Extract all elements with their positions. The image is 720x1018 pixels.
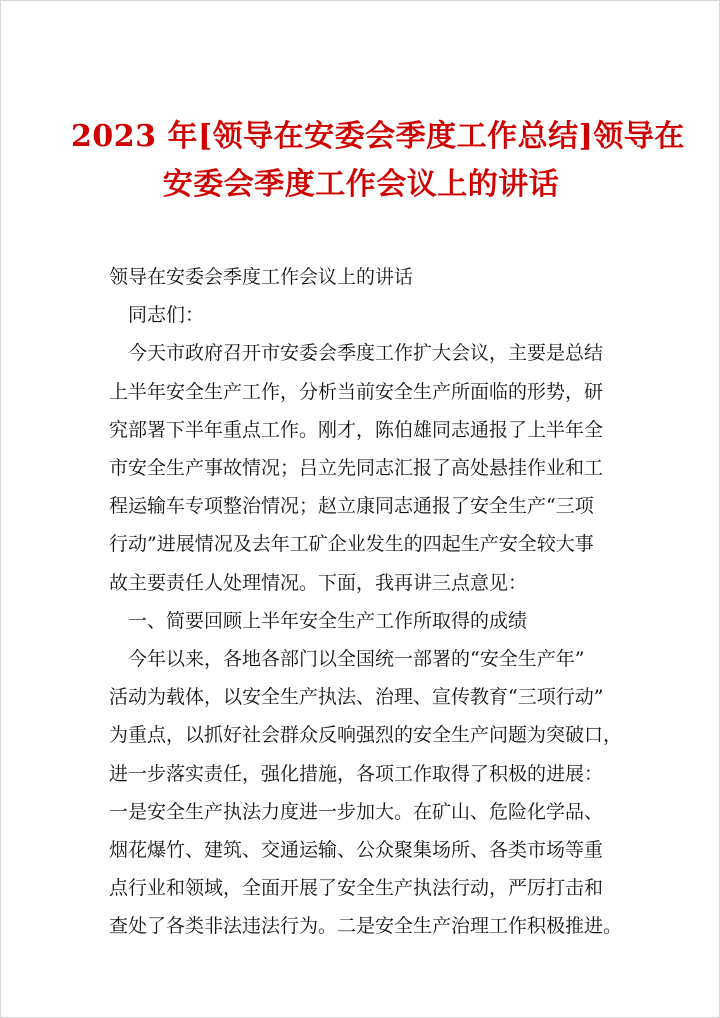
subtitle: 领导在安委会季度工作会议上的讲话 bbox=[109, 266, 414, 288]
paragraph-line: 一是安全生产执法力度进一步加大。在矿山、危险化学品、 bbox=[109, 800, 604, 823]
paragraph-line: 究部署下半年重点工作。刚才，陈伯雄同志通报了上半年全 bbox=[109, 418, 604, 441]
title-line-2: 安委会季度工作会议上的讲话 bbox=[162, 167, 560, 202]
paragraph-line: 上半年安全生产工作，分析当前安全生产所面临的形势，研 bbox=[109, 380, 604, 403]
paragraph-2 bbox=[109, 640, 623, 946]
paragraph-line: 今天市政府召开市安委会季度工作扩大会议，主要是总结 bbox=[128, 342, 604, 365]
paragraph-line: 市安全生产事故情况；吕立先同志汇报了高处悬挂作业和工 bbox=[109, 457, 604, 480]
paragraph-1 bbox=[109, 334, 619, 601]
paragraph-line: 今年以来，各地各部门以全国统一部署的“安全生产年” bbox=[128, 648, 585, 671]
paragraph-line: 行动”进展情况及去年工矿企业发生的四起生产安全较大事 bbox=[109, 533, 594, 556]
document-title bbox=[71, 113, 685, 209]
paragraph-line: 进一步落实责任，强化措施，各项工作取得了积极的进展： bbox=[109, 762, 604, 785]
document-body bbox=[109, 258, 623, 946]
paragraph-line: 点行业和领域，全面开展了安全生产执法行动，严厉打击和 bbox=[109, 877, 604, 900]
section-heading: 一、简要回顾上半年安全生产工作所取得的成绩 bbox=[128, 609, 528, 632]
paragraph-line: 活动为载体，以安全生产执法、治理、宣传教育“三项行动” bbox=[109, 686, 604, 709]
salutation: 同志们： bbox=[128, 304, 205, 327]
paragraph-line: 故主要责任人处理情况。下面，我再讲三点意见： bbox=[109, 571, 528, 594]
title-line-1: 2023 年[领导在安委会季度工作总结]领导在 bbox=[71, 119, 685, 154]
paragraph-line: 烟花爆竹、建筑、交通运输、公众聚集场所、各类市场等重 bbox=[109, 839, 604, 862]
paragraph-line: 为重点，以抓好社会群众反响强烈的安全生产问题为突破口， bbox=[109, 724, 623, 747]
document-page bbox=[1, 1, 719, 1017]
paragraph-line: 查处了各类非法违法行为。二是安全生产治理工作积极推进。 bbox=[109, 915, 623, 938]
paragraph-line: 程运输车专项整治情况；赵立康同志通报了安全生产“三项 bbox=[109, 495, 594, 518]
